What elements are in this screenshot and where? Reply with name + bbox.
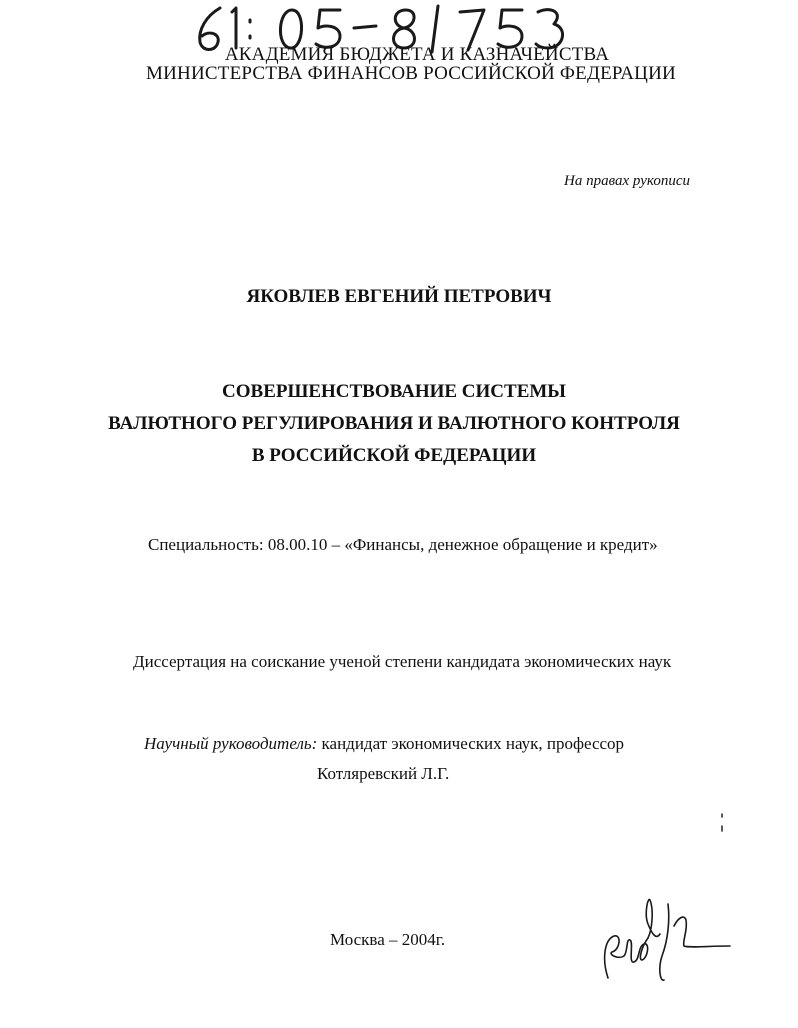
- handwritten-signature: [598, 890, 738, 990]
- city-and-year: Москва – 2004г.: [330, 930, 446, 949]
- dissertation-title: [0, 376, 788, 472]
- margin-mark: [718, 812, 726, 834]
- supervisor-name: Котляревский Л.Г.: [317, 764, 450, 783]
- title-line-3: В РОССИЙСКОЙ ФЕДЕРАЦИИ: [251, 445, 537, 466]
- supervisor-degree: кандидат экономических наук, профессор: [321, 734, 625, 753]
- organization-name-line-2: МИНИСТЕРСТВА ФИНАНСОВ РОССИЙСКОЙ ФЕДЕРАЦИИ: [146, 63, 676, 84]
- degree-statement: Диссертация на соискание ученой степени кандидата экономических наук: [133, 652, 672, 671]
- organization-name-line-1: АКАДЕМИЯ БЮДЖЕТА И КАЗНАЧЕЙСТВА: [224, 44, 610, 65]
- supervisor-line: [144, 734, 624, 754]
- specialty-line: Специальность: 08.00.10 – «Финансы, денежное обращение и кредит»: [148, 535, 658, 554]
- title-line-1: СОВЕРШЕНСТВОВАНИЕ СИСТЕМЫ: [222, 381, 566, 402]
- author-name: ЯКОВЛЕВ ЕВГЕНИЙ ПЕТРОВИЧ: [246, 286, 552, 307]
- title-line-2: ВАЛЮТНОГО РЕГУЛИРОВАНИЯ И ВАЛЮТНОГО КОНТРОЛЯ: [108, 413, 680, 434]
- manuscript-rights-note: На правах рукописи: [564, 173, 690, 189]
- supervisor-role-label: Научный руководитель:: [144, 734, 318, 753]
